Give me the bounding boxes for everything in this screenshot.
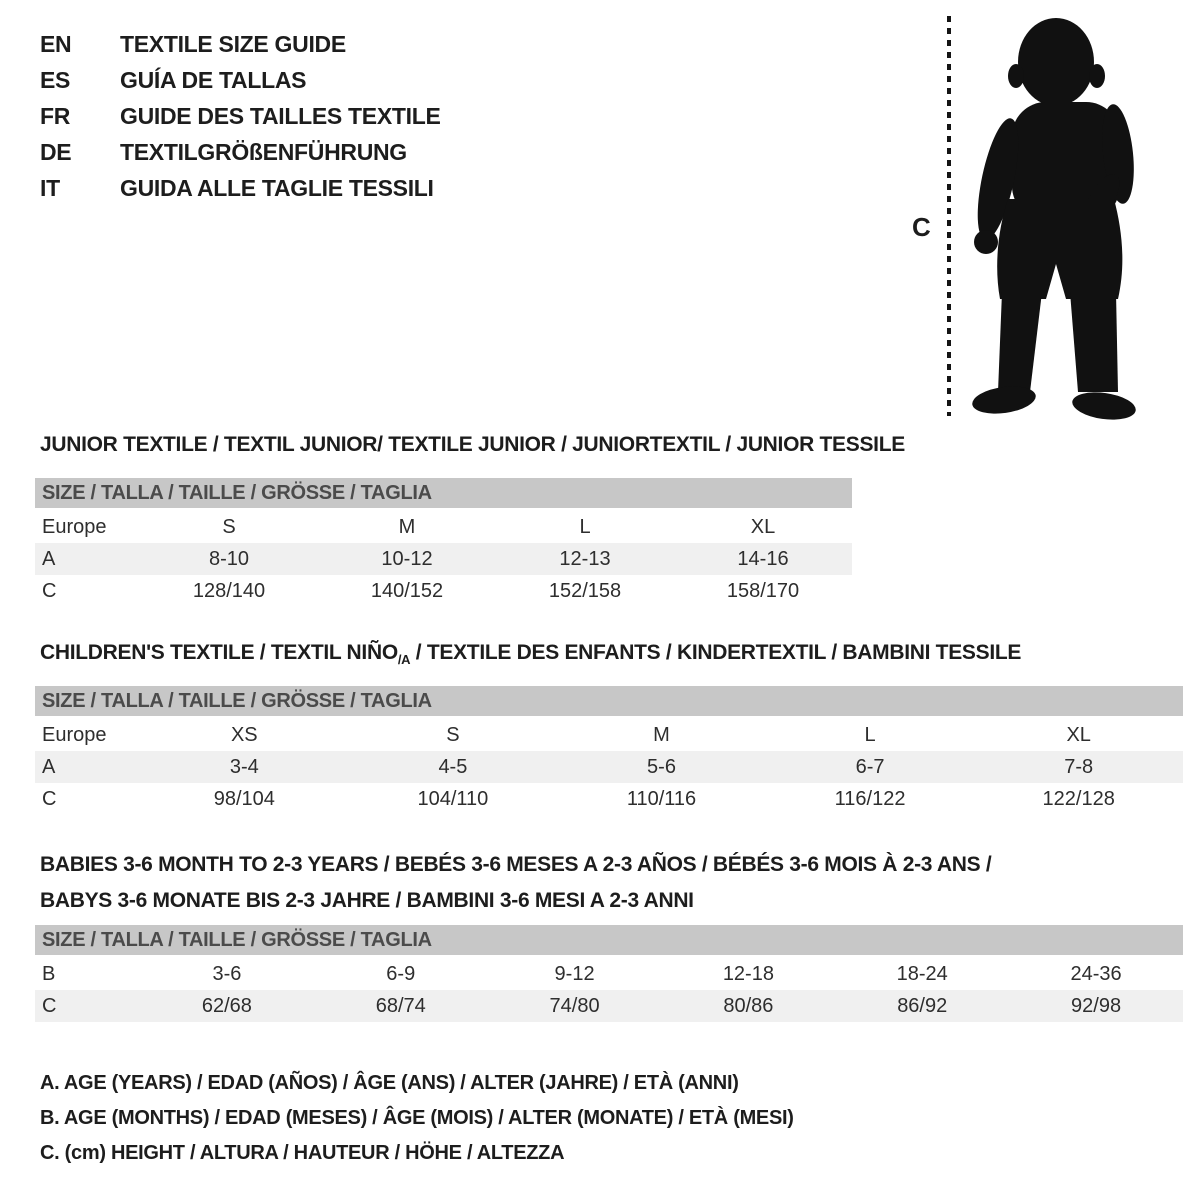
lang-row-de [40, 134, 441, 170]
cell: 18-24 [896, 963, 948, 985]
guide-title: GUIDA ALLE TAGLIE TESSILI [120, 175, 434, 201]
cell: 92/98 [1071, 995, 1122, 1017]
children-heading-subscript: /A [397, 652, 411, 668]
size-header-bar: SIZE / TALLA / TAILLE / GRÖSSE / TAGLIA [35, 686, 1183, 716]
cell: 104/110 [417, 788, 489, 810]
lang-row-it [40, 170, 441, 206]
cell: 12-18 [722, 963, 774, 985]
lang-row-es [40, 62, 441, 98]
row-label: B [42, 963, 56, 985]
cell: 80/86 [723, 995, 774, 1017]
cell: M [653, 724, 670, 746]
cell: 122/128 [1042, 788, 1115, 810]
legend-line-c: C. (cm) HEIGHT / ALTURA / HAUTEUR / HÖHE / ALTEZZA [40, 1142, 565, 1164]
cell: 158/170 [726, 580, 800, 602]
size-header-bar: SIZE / TALLA / TAILLE / GRÖSSE / TAGLIA [35, 925, 1183, 955]
row-label: Europe [42, 724, 107, 746]
cell: 6-7 [855, 756, 885, 778]
babies-size-table [35, 925, 1183, 1022]
junior-size-table [35, 478, 852, 607]
cell: 128/140 [192, 580, 266, 602]
children-section-heading [40, 641, 1021, 667]
cell: 14-16 [737, 548, 789, 570]
cell: M [398, 516, 416, 538]
cell: XL [750, 516, 776, 538]
cell: 10-12 [381, 548, 433, 570]
table-row [35, 719, 1183, 751]
cell: 140/152 [370, 580, 444, 602]
cell: 116/122 [834, 788, 906, 810]
cell: S [446, 724, 460, 746]
cell: 68/74 [375, 995, 426, 1017]
lang-code: DE [40, 139, 72, 165]
row-label: C [42, 995, 57, 1017]
cell: 152/158 [548, 580, 622, 602]
cell: 5-6 [647, 756, 676, 778]
table-row [35, 958, 1183, 990]
table-row [35, 543, 852, 575]
cell: 4-5 [438, 756, 468, 778]
cell: 110/116 [626, 788, 697, 810]
children-size-table [35, 686, 1183, 815]
guide-title: TEXTILE SIZE GUIDE [120, 31, 346, 57]
table-row [35, 751, 1183, 783]
children-heading-post: / TEXTILE DES ENFANTS / KINDERTEXTIL / BAMBINI TESSILE [410, 641, 1022, 664]
legend-line-b: B. AGE (MONTHS) / EDAD (MESES) / ÂGE (MOIS) / ALTER (MONATE) / ETÀ (MESI) [40, 1107, 794, 1129]
cell: 86/92 [897, 995, 948, 1017]
lang-code: FR [40, 103, 71, 129]
cell: 6-9 [386, 963, 416, 985]
legend-line-a: A. AGE (YEARS) / EDAD (AÑOS) / ÂGE (ANS) / ALTER (JAHRE) / ETÀ (ANNI) [40, 1072, 739, 1094]
guide-title: GUÍA DE TALLAS [120, 67, 307, 93]
language-title-block [40, 26, 441, 206]
lang-row-en [40, 26, 441, 62]
lang-row-fr [40, 98, 441, 134]
babies-heading-line2: BABYS 3-6 MONATE BIS 2-3 JAHRE / BAMBINI 3-6 MESI A 2-3 ANNI [40, 889, 694, 912]
table-row [35, 990, 1183, 1022]
cell: S [222, 516, 236, 538]
row-label: A [42, 548, 56, 570]
toddler-silhouette-icon [966, 14, 1142, 420]
cell: 9-12 [554, 963, 595, 985]
cell: 74/80 [549, 995, 600, 1017]
cell: 98/104 [213, 788, 275, 810]
cell: L [864, 724, 876, 746]
table-row [35, 575, 852, 607]
table-row [35, 783, 1183, 815]
cell: 24-36 [1070, 963, 1122, 985]
guide-title: TEXTILGRÖßENFÜHRUNG [120, 139, 407, 165]
cell: XS [230, 724, 258, 746]
lang-code: IT [40, 175, 60, 201]
cell: 8-10 [208, 548, 250, 570]
cell: L [579, 516, 591, 538]
height-measure-label: C [912, 212, 931, 242]
babies-heading-line1: BABIES 3-6 MONTH TO 2-3 YEARS / BEBÉS 3-6 MESES A 2-3 AÑOS / BÉBÉS 3-6 MOIS À 2-3 ANS / [40, 853, 992, 876]
cell: 12-13 [559, 548, 611, 570]
row-label: A [42, 756, 56, 778]
children-heading-pre: CHILDREN'S TEXTILE / TEXTIL NIÑO [40, 641, 398, 664]
row-label: C [42, 580, 57, 602]
lang-code: ES [40, 67, 71, 93]
table-row [35, 511, 852, 543]
lang-code: EN [40, 31, 72, 57]
cell: 62/68 [201, 995, 252, 1017]
height-measure-dashed-line [947, 16, 951, 416]
cell: XL [1066, 724, 1091, 746]
row-label: C [42, 788, 57, 810]
size-header-bar: SIZE / TALLA / TAILLE / GRÖSSE / TAGLIA [35, 478, 852, 508]
babies-section-heading [40, 847, 991, 919]
cell: 3-4 [229, 756, 259, 778]
row-label: Europe [42, 516, 107, 538]
cell: 7-8 [1064, 756, 1094, 778]
measurement-legend [40, 1066, 794, 1171]
cell: 3-6 [212, 963, 242, 985]
junior-heading-text: JUNIOR TEXTILE / TEXTIL JUNIOR/ TEXTILE JUNIOR / JUNIORTEXTIL / JUNIOR TESSILE [40, 433, 905, 456]
guide-title: GUIDE DES TAILLES TEXTILE [120, 103, 441, 129]
junior-section-heading [40, 433, 905, 457]
